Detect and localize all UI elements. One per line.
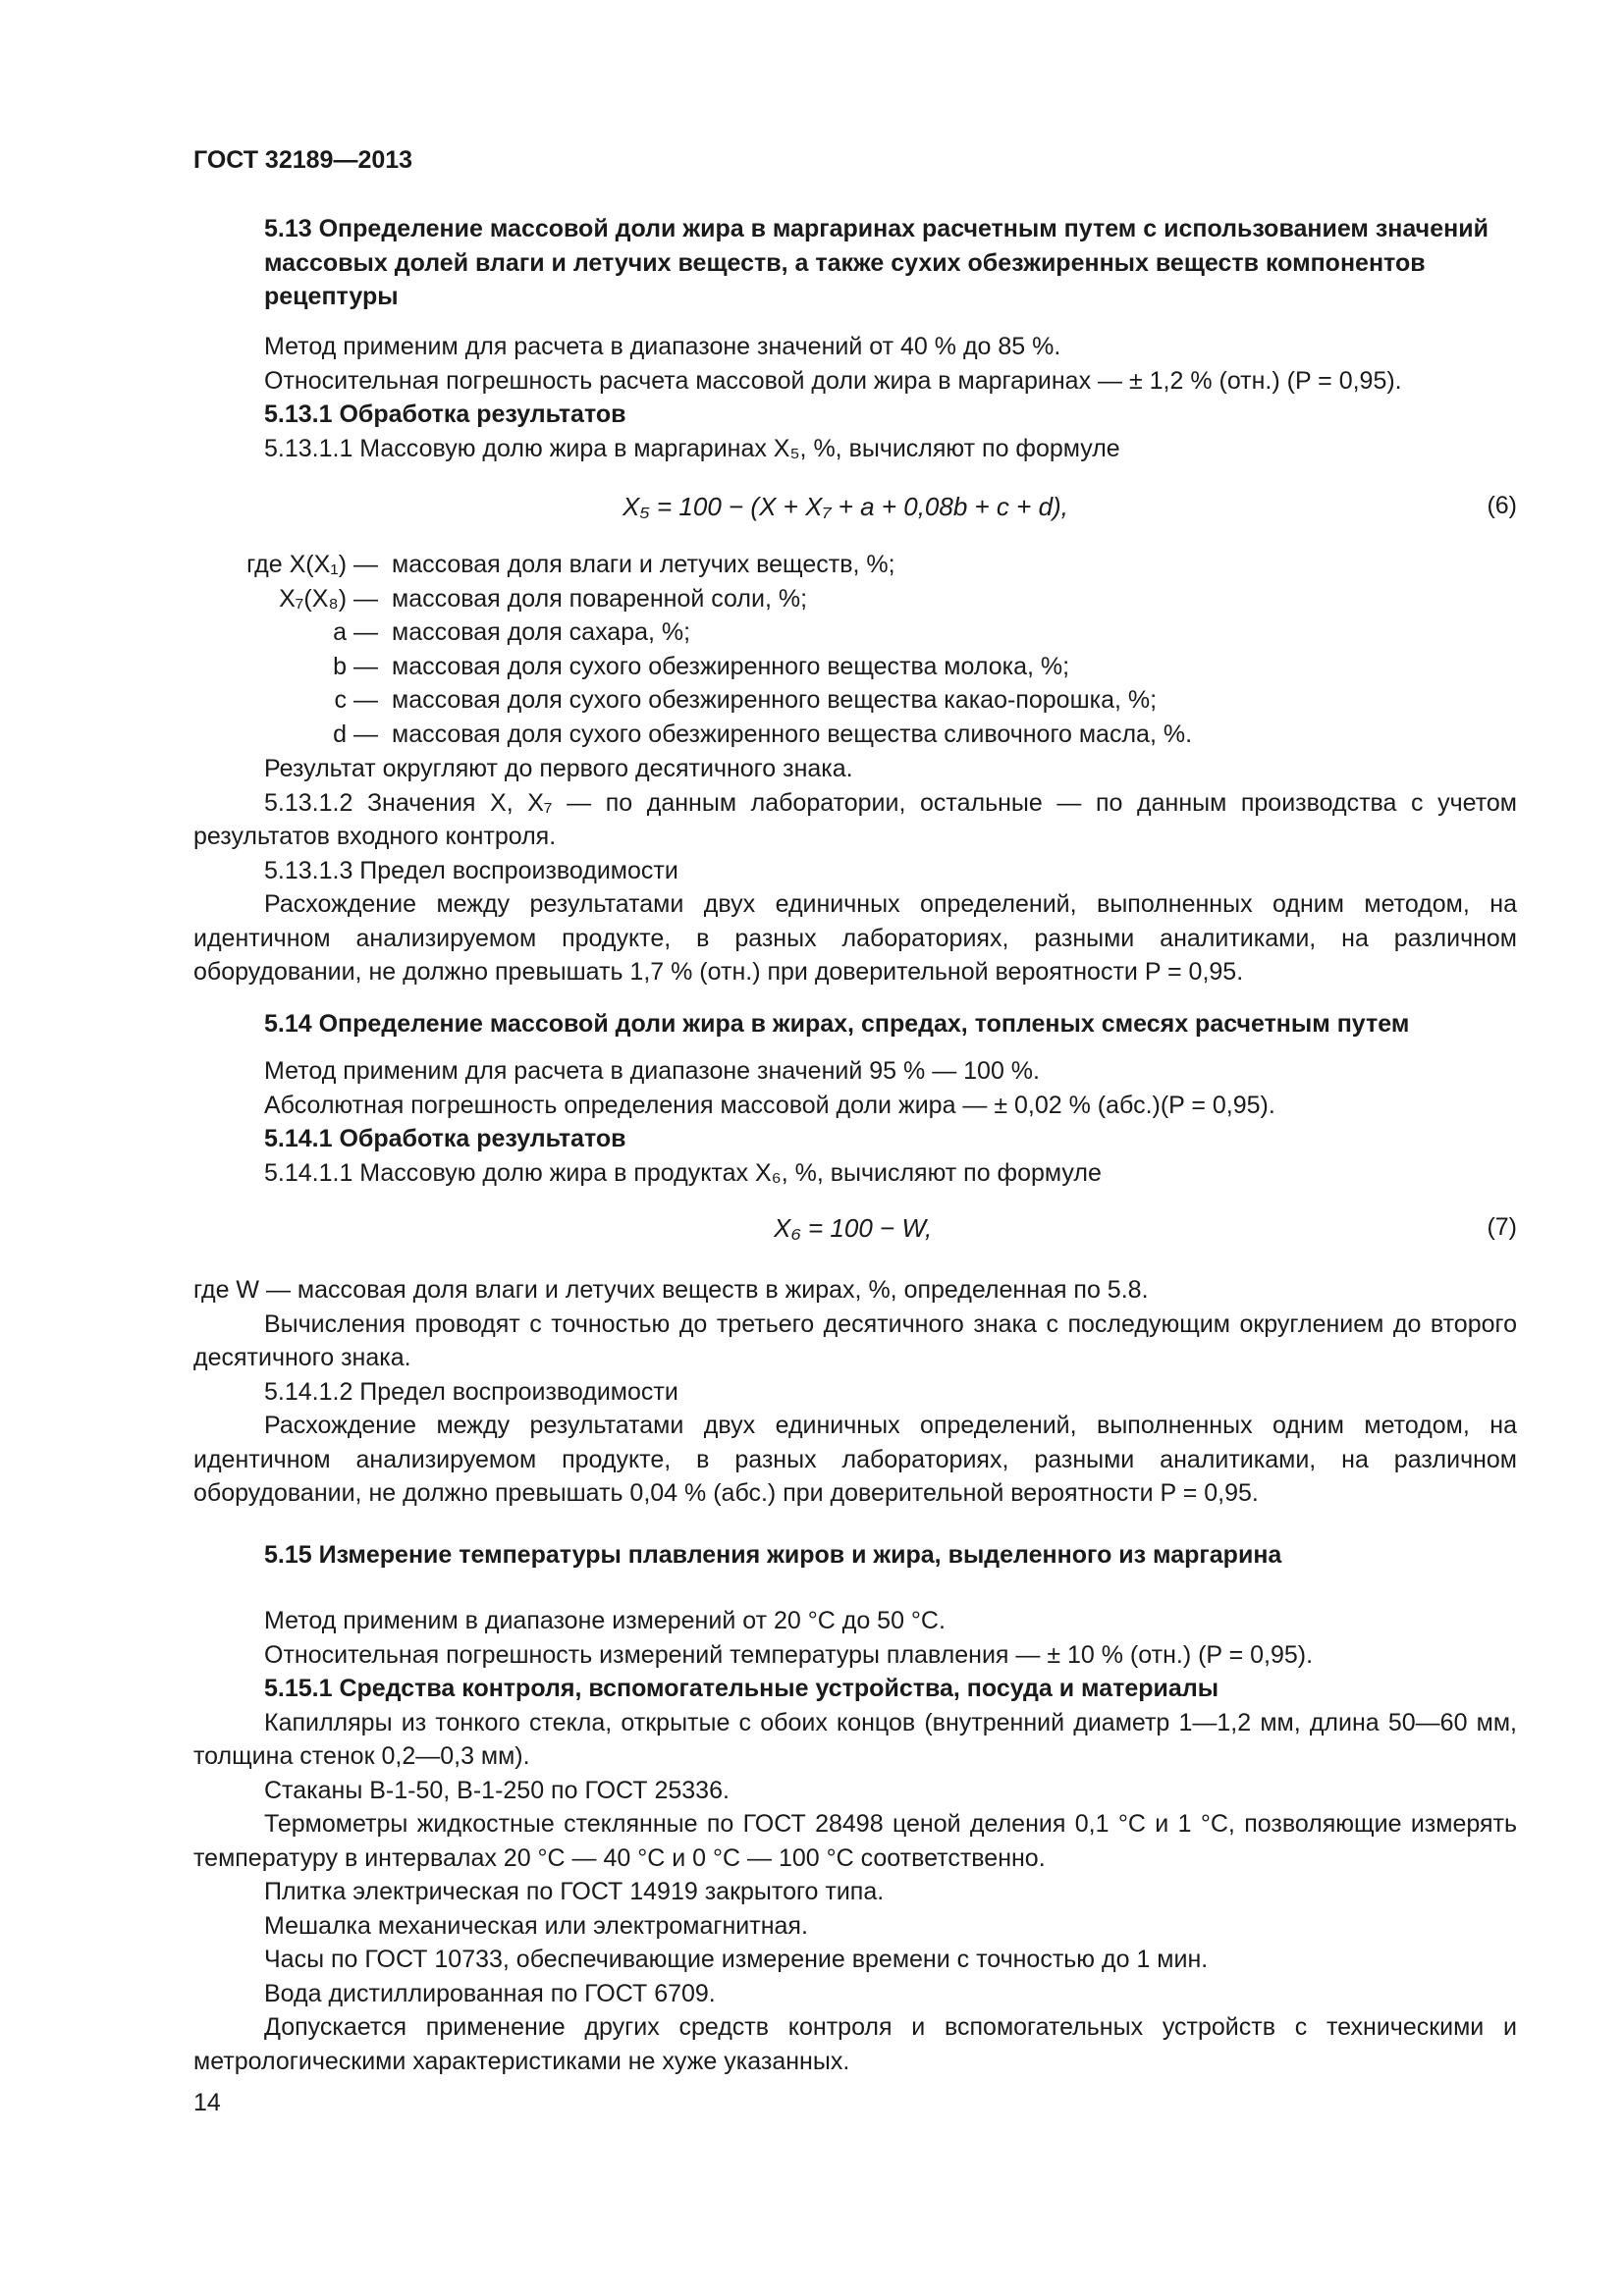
where-w: где W — массовая доля влаги и летучих веществ в жирах, %, определенная по 5.8.	[193, 1276, 1149, 1304]
section-5-15-body: Метод применим в диапазоне измерений от 20 °C до 50 °C. Относительная погрешность измерений температуры плавления — ± 10 % (отн.) (P = 0,95). 5.15.1 Средства контроля, вспомогательные устройства, посуда и материалы Капилляры из тонкого стекла, открытые с обоих концов (внутренний диаметр 1—1,2 мм, длина 50—60 мм, толщина стенок 0,2—0,3 мм). Стаканы В-1-50, В-1-250 по ГОСТ 25336. Термометры жидкостные стеклянные по ГОСТ 28498 ценой деления 0,1 °C и 1 °C, позволяющие измерять температуру в интервалах 20 °C — 40 °C и 0 °C — 100 °C соответственно. Плитка электрическая по ГОСТ 14919 закрытого типа. Мешалка механическая или электромагнитная. Часы по ГОСТ 10733, обеспечивающие измерение времени с точностью до 1 мин. Вода дистиллированная по ГОСТ 6709. Допускается применение других средств контроля и вспомогательных устройств с техническими и метрологическими характеристиками не хуже указанных.	[193, 1607, 1517, 2075]
section-5-13-intro: Метод применим для расчета в диапазоне значений от 40 % до 85 %. Относительная погрешность расчета массовой доли жира в маргаринах — ± 1,2 % (отн.) (P = 0,95). 5.13.1 Обработка результатов 5.13.1.1 Массовую долю жира в маргаринах X₅, %, вычисляют по формуле	[264, 333, 1402, 462]
formula-7: X₆ = 100 − W,	[774, 1213, 933, 1243]
variable-row: где X(X₁) — массовая доля влаги и летучих веществ, %;	[246, 551, 895, 578]
section-5-15-heading: 5.15 Измерение температуры плавления жиров и жира, выделенного из маргарина	[264, 1541, 1282, 1569]
equation-number-6: (6)	[1487, 492, 1517, 519]
variable-row: X₇(X₈) — массовая доля поваренной соли, %;	[279, 584, 808, 613]
equation-number-7: (7)	[1487, 1213, 1517, 1241]
section-5-13-body: Результат округляют до первого десятичного знака. 5.13.1.2 Значения X, X₇ — по данным лаборатории, остальные — по данным производства с учетом результатов входного контроля. 5.13.1.3 Предел воспроизводимости Расхождение между результатами двух единичных определений, выполненных одним методом, на идентичном анализируемом продукте, в разных лабораториях, разными аналитиками, на различном оборудовании, не должно превышать 1,7 % (отн.) при доверительной вероятности P = 0,95.	[193, 755, 1517, 986]
variable-row: b — массовая доля сухого обезжиренного вещества молока, %;	[333, 652, 1070, 680]
page-number: 14	[193, 2089, 221, 2116]
formula-6: X₅ = 100 − (X + X₇ + a + 0,08b + c + d),	[623, 492, 1068, 521]
document-header: ГОСТ 32189—2013	[193, 146, 413, 174]
variable-row: c — массовая доля сухого обезжиренного вещества какао-порошка, %;	[334, 686, 1158, 714]
section-5-14-body: где W — массовая доля влаги и летучих веществ в жирах, %, определенная по 5.8. Вычисления проводят с точностью до третьего десятичного знака с последующим округлением до второго десятичного знака. 5.14.1.2 Предел воспроизводимости Расхождение между результатами двух единичных определений, выполненных одним методом, на идентичном анализируемом продукте, в разных лабораториях, разными аналитиками, на различном оборудовании, не должно превышать 0,04 % (абс.) при доверительной вероятности P = 0,95.	[193, 1273, 1517, 1511]
variable-row: a — массовая доля сахара, %;	[333, 618, 691, 646]
variable-row: d — массовая доля сухого обезжиренного вещества сливочного масла, %.	[333, 720, 1193, 748]
section-5-14-heading: 5.14 Определение массовой доли жира в жирах, спредах, топленых смесях расчетным путем	[264, 1010, 1410, 1038]
section-5-14-intro: Метод применим для расчета в диапазоне значений 95 % — 100 %. Абсолютная погрешность определения массовой доли жира — ± 0,02 % (абс.)(P = 0,95). 5.14.1 Обработка результатов 5.14.1.1 Массовую долю жира в продуктах X₆, %, вычисляют по формуле	[264, 1057, 1275, 1187]
variables-list	[193, 548, 1517, 751]
section-5-13-heading: 5.13 Определение массовой доли жира в маргаринах расчетным путем с использованием значений массовых долей влаги и летучих веществ, а также сухих обезжиренных веществ компонентов рецептуры	[264, 215, 1489, 310]
